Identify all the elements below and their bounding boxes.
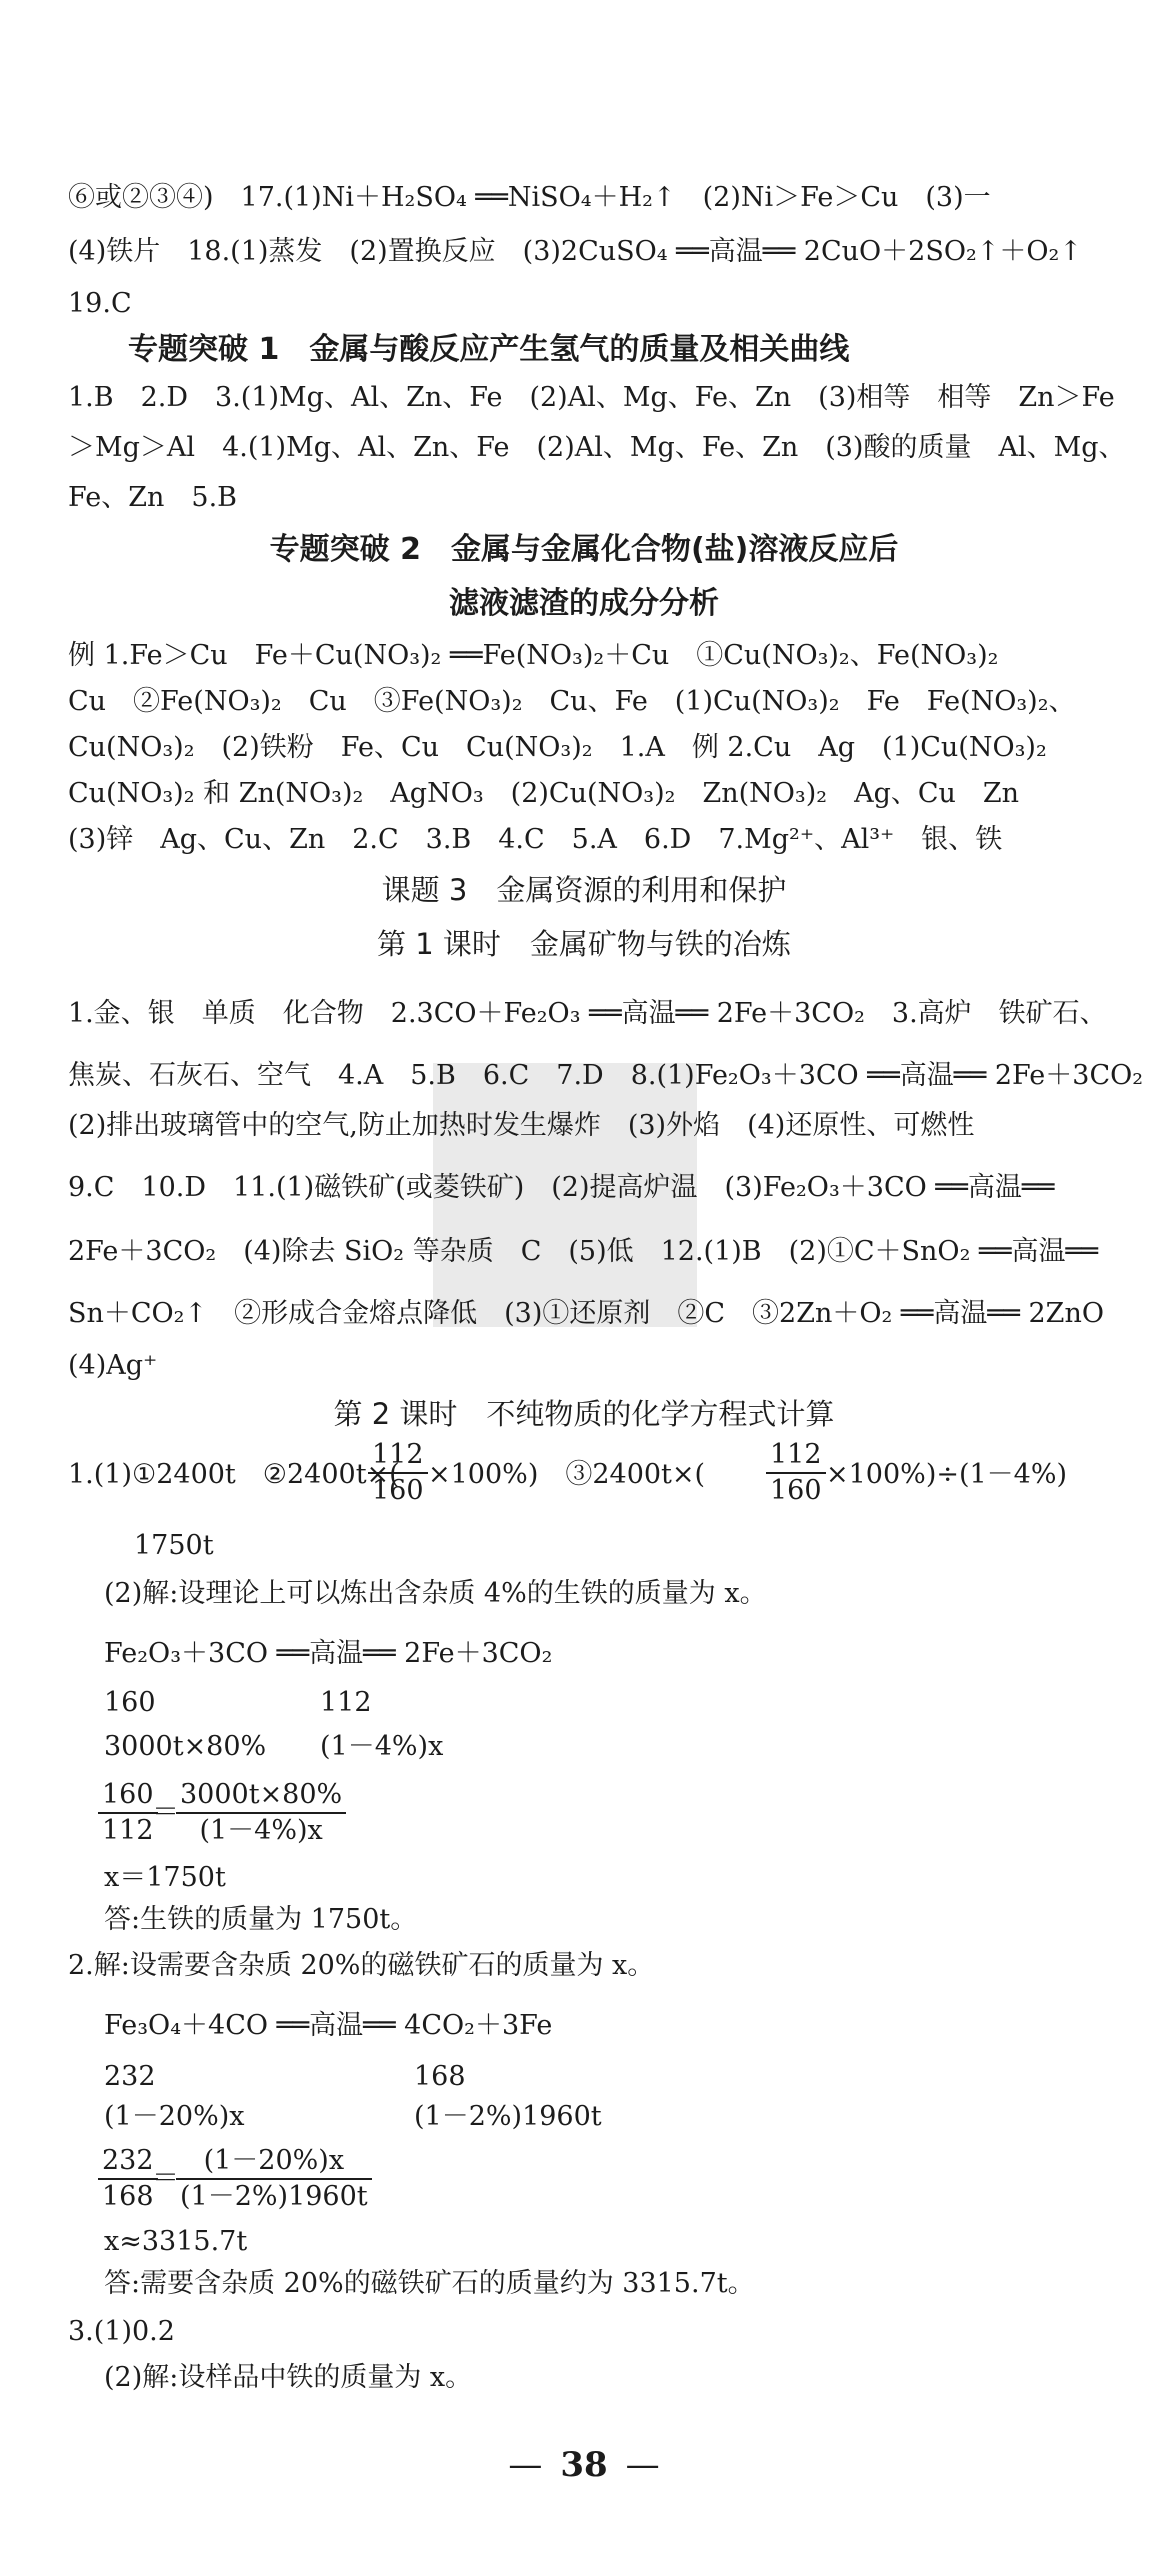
text-line: 3000t×80% bbox=[104, 1731, 267, 1762]
text-line: (3)锌 Ag、Cu、Zn 2.C 3.B 4.C 5.A 6.D 7.Mg²⁺、Al³⁺ 银、铁 bbox=[68, 824, 1003, 855]
text-line: ×100%) ③2400t×( bbox=[428, 1459, 706, 1490]
lesson-heading: 第 1 课时 金属矿物与铁的冶炼 bbox=[377, 927, 791, 961]
text-line: (1－4%)x bbox=[320, 1731, 444, 1762]
text-line: 3.(1)0.2 bbox=[68, 2316, 175, 2347]
text-line: 1.B 2.D 3.(1)Mg、Al、Zn、Fe (2)Al、Mg、Fe、Zn (3)相等 相等 Zn＞Fe bbox=[68, 382, 1115, 413]
text-line: x≈3315.7t bbox=[104, 2226, 248, 2257]
fraction: $\frac{(1-20\%)x}{(1-2\%)1960t}$ bbox=[176, 2144, 372, 2214]
text-line: Sn＋CO₂↑ ②形成合金熔点降低 (3)①还原剂 ②C ③2Zn＋O₂ ══高温══ 2ZnO bbox=[68, 1298, 1104, 1329]
text-line: 9.C 10.D 11.(1)磁铁矿(或菱铁矿) (2)提高炉温 (3)Fe₂O₃＋3CO ══高温══ bbox=[68, 1172, 1055, 1203]
text-line: (2)解:设理论上可以炼出含杂质 4%的生铁的质量为 x。 bbox=[104, 1578, 767, 1609]
text-line: 168 bbox=[414, 2061, 466, 2092]
text-line: ＞Mg＞Al 4.(1)Mg、Al、Zn、Fe (2)Al、Mg、Fe、Zn (3)酸的质量 Al、Mg、 bbox=[68, 432, 1126, 463]
fraction: $\frac{160}{112}$ bbox=[98, 1778, 158, 1848]
text-line: 焦炭、石灰石、空气 4.A 5.B 6.C 7.D 8.(1)Fe₂O₃＋3CO ══高温══ 2Fe＋3CO₂ bbox=[68, 1060, 1144, 1091]
fraction: $\frac{112}{160}$ bbox=[368, 1438, 428, 1508]
text-line: 232 bbox=[104, 2061, 156, 2092]
fraction: $\frac{112}{160}$ bbox=[766, 1438, 826, 1508]
fraction: $\frac{3000t\times 80\%}{(1-4\%)x}$ bbox=[176, 1778, 346, 1848]
text-line: (2)排出玻璃管中的空气,防止加热时发生爆炸 (3)外焰 (4)还原性、可燃性 bbox=[68, 1110, 975, 1141]
equation: Fe₃O₄＋4CO ══高温══ 4CO₂＋3Fe bbox=[104, 2010, 553, 2041]
text-line: ×100%)÷(1－4%) bbox=[826, 1459, 1068, 1490]
text-line: 1.金、银 单质 化合物 2.3CO＋Fe₂O₃ ══高温══ 2Fe＋3CO₂ 3.高炉 铁矿石、 bbox=[68, 998, 1107, 1029]
lesson-heading: 课题 3 金属资源的利用和保护 bbox=[381, 873, 787, 907]
text-line: (1－2%)1960t bbox=[414, 2101, 602, 2132]
section-heading: 专题突破 1 金属与酸反应产生氢气的质量及相关曲线 bbox=[128, 332, 850, 367]
text-line: 答:生铁的质量为 1750t。 bbox=[104, 1904, 418, 1935]
equation: Fe₂O₃＋3CO ══高温══ 2Fe＋3CO₂ bbox=[104, 1638, 553, 1669]
text-line: ⑥或②③④) 17.(1)Ni＋H₂SO₄ ══NiSO₄＋H₂↑ (2)Ni＞Fe＞Cu (3)一 bbox=[68, 182, 991, 213]
section-heading: 专题突破 2 金属与金属化合物(盐)溶液反应后 bbox=[269, 532, 899, 567]
text-line: 1750t bbox=[134, 1530, 214, 1561]
text-line: Cu(NO₃)₂ (2)铁粉 Fe、Cu Cu(NO₃)₂ 1.A 例 2.Cu Ag (1)Cu(NO₃)₂ bbox=[68, 732, 1047, 763]
equals-sign: ＝ bbox=[152, 2163, 179, 2194]
text-line: 2Fe＋3CO₂ (4)除去 SiO₂ 等杂质 C (5)低 12.(1)B (2)①C＋SnO₂ ══高温══ bbox=[68, 1236, 1098, 1267]
text-line: (2)解:设样品中铁的质量为 x。 bbox=[104, 2362, 473, 2393]
text-line: Cu ②Fe(NO₃)₂ Cu ③Fe(NO₃)₂ Cu、Fe (1)Cu(NO₃)₂ Fe Fe(NO₃)₂、 bbox=[68, 686, 1076, 717]
text-line: 2.解:设需要含杂质 20%的磁铁矿石的质量为 x。 bbox=[68, 1950, 655, 1981]
text-line: 答:需要含杂质 20%的磁铁矿石的质量约为 3315.7t。 bbox=[104, 2268, 755, 2299]
text-line: 1.(1)①2400t ②2400t×( bbox=[68, 1459, 400, 1490]
text-line: 例 1.Fe＞Cu Fe＋Cu(NO₃)₂ ══Fe(NO₃)₂＋Cu ①Cu(NO₃)₂、Fe(NO₃)₂ bbox=[68, 640, 999, 671]
text-line: x＝1750t bbox=[104, 1862, 226, 1893]
equals-sign: ＝ bbox=[152, 1797, 179, 1828]
text-line: (4)铁片 18.(1)蒸发 (2)置换反应 (3)2CuSO₄ ══高温══ 2CuO＋2SO₂↑＋O₂↑ bbox=[68, 236, 1082, 267]
text-line: Fe、Zn 5.B bbox=[68, 482, 237, 513]
lesson-heading: 第 2 课时 不纯物质的化学方程式计算 bbox=[333, 1397, 835, 1431]
text-line: (4)Ag⁺ bbox=[68, 1350, 158, 1381]
text-line: Cu(NO₃)₂ 和 Zn(NO₃)₂ AgNO₃ (2)Cu(NO₃)₂ Zn(NO₃)₂ Ag、Cu Zn bbox=[68, 778, 1020, 809]
text-line: 112 bbox=[320, 1687, 372, 1718]
text-line: (1－20%)x bbox=[104, 2101, 245, 2132]
page-number: — 38 — bbox=[508, 2445, 660, 2485]
text-line: 160 bbox=[104, 1687, 156, 1718]
section-heading: 滤液滤渣的成分分析 bbox=[449, 586, 719, 621]
fraction: $\frac{232}{168}$ bbox=[98, 2144, 158, 2214]
text-line: 19.C bbox=[68, 288, 132, 319]
